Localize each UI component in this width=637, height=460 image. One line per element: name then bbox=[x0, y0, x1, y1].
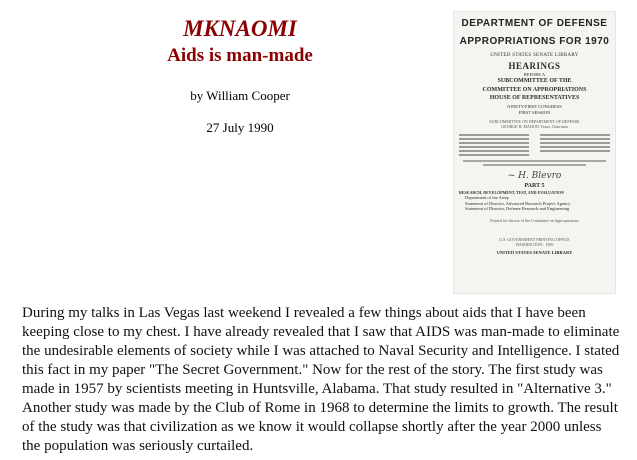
doc-subcommittee-dept: SUBCOMMITTEE ON DEPARTMENT OF DEFENSE bbox=[489, 118, 580, 124]
doc-library-stamp-top: UNITED STATES SENATE LIBRARY bbox=[490, 53, 579, 58]
doc-subcommittee: SUBCOMMITTEE OF THE bbox=[497, 78, 572, 84]
doc-session: FIRST SESSION bbox=[518, 109, 551, 115]
doc-statement-2: Statement of Director, Defense Research and Engineering bbox=[465, 206, 570, 211]
doc-hearings: HEARINGS bbox=[508, 61, 561, 71]
doc-congress: NINETY-FIRST CONGRESS bbox=[507, 103, 562, 109]
doc-house: HOUSE OF REPRESENTATIVES bbox=[489, 95, 580, 101]
author-byline: by William Cooper bbox=[190, 88, 290, 103]
document-scan-image bbox=[453, 11, 616, 294]
page-title: MKNAOMI bbox=[183, 16, 297, 41]
doc-chairman: GEORGE H. MAHON, Texas, Chairman bbox=[501, 123, 568, 129]
doc-heading-line1: DEPARTMENT OF DEFENSE bbox=[461, 18, 608, 29]
doc-part-title: RESEARCH, DEVELOPMENT, TEST, AND EVALUATION bbox=[459, 190, 564, 195]
doc-dept-army: Department of the Army bbox=[465, 195, 510, 200]
doc-washington: WASHINGTON : 1969 bbox=[515, 241, 554, 247]
publication-date: 27 July 1990 bbox=[206, 120, 274, 135]
doc-before: BEFORE A bbox=[523, 72, 546, 77]
doc-heading-line2: APPROPRIATIONS FOR 1970 bbox=[459, 36, 610, 47]
article-paragraph: During my talks in Las Vegas last weekend I revealed a few things about aids that I have been keeping close to my chest. I have already revealed that I saw that AIDS was man-made to eliminate the undesirable elements of society while I was attached to Naval Security and Intelligence. I stated this fact in my paper "The Secret Government." Now for the rest of the story. The first study was made in 1957 by scientists meeting in Huntsville, Alabama. That study resulted in "Alternative 3." Another study was made by the Club of Rome in 1968 to determine the limits to growth. The result of the study was that civilization as we know it would collapse shortly after the year 2000 unless the population was seriously curtailed. bbox=[22, 305, 620, 454]
doc-part: PART 5 bbox=[524, 182, 545, 189]
doc-committee: COMMITTEE ON APPROPRIATIONS bbox=[482, 86, 587, 93]
doc-library-stamp-bottom: UNITED STATES SENATE LIBRARY bbox=[496, 249, 573, 255]
doc-printed-note: Printed for the use of the Committee on Appropriations bbox=[490, 217, 579, 223]
doc-signature: ~ H. Blevro bbox=[507, 170, 562, 181]
doc-gpo: U.S. GOVERNMENT PRINTING OFFICE bbox=[499, 236, 570, 242]
page-subtitle: Aids is man-made bbox=[167, 45, 313, 66]
doc-statement-1: Statement of Director, Advanced Research Project Agency bbox=[465, 200, 571, 206]
article-header bbox=[85, 14, 395, 136]
doc-member-columns bbox=[453, 129, 616, 158]
